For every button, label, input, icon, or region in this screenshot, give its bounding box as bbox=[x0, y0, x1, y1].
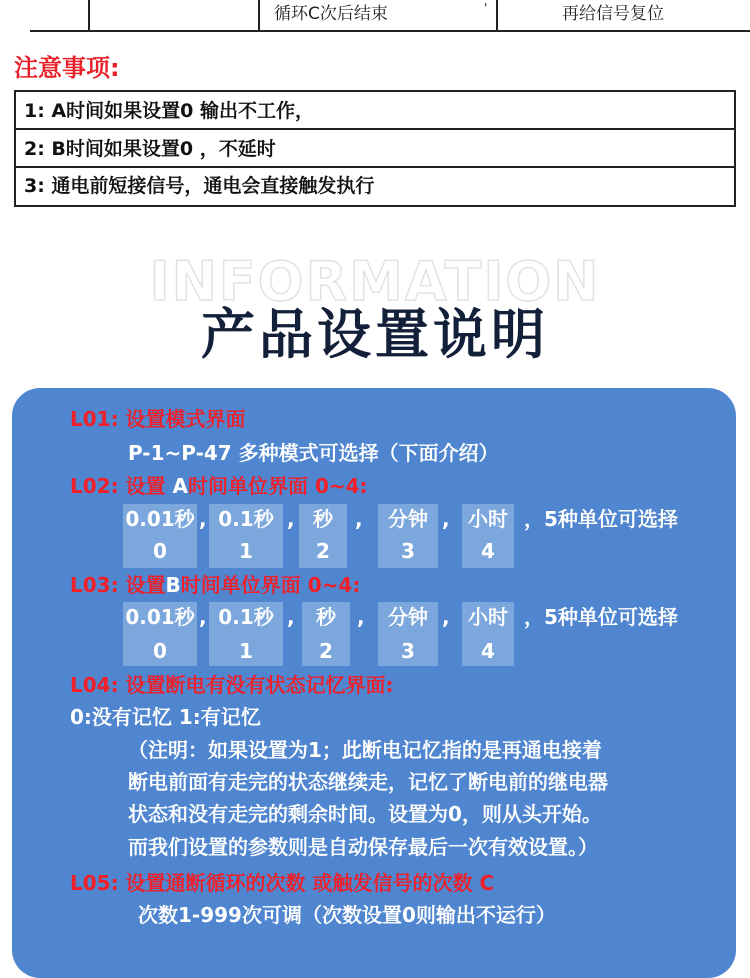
unit-label: 0.01秒 bbox=[125, 507, 195, 531]
l04-note-line: 状态和没有走完的剩余时间。设置为0，则从头开始。 bbox=[128, 802, 602, 826]
note-row: 2: B时间如果设置0 ，不延时 bbox=[16, 130, 734, 168]
l04-heading: L04: 设置断电有没有状态记忆界面: bbox=[70, 673, 394, 697]
separator: , bbox=[357, 605, 365, 629]
separator: , bbox=[199, 507, 207, 531]
watermark-text: INFORMATION bbox=[149, 250, 601, 313]
table-cell-middle: 循环C次后结束 bbox=[274, 4, 388, 24]
separator: , bbox=[287, 507, 295, 531]
separator: , bbox=[355, 507, 363, 531]
notes-table bbox=[14, 90, 736, 207]
unit-label: 分钟 bbox=[388, 507, 428, 531]
section-title: 产品设置说明 bbox=[201, 303, 549, 366]
unit-code: 3 bbox=[401, 539, 415, 563]
unit-label: 小时 bbox=[468, 605, 508, 629]
table-divider bbox=[496, 0, 498, 32]
separator: , bbox=[199, 605, 207, 629]
l03-heading-suffix: 时间单位界面 0~4: bbox=[180, 573, 361, 597]
table-mark: ' bbox=[484, 1, 488, 15]
unit-suffix: ，5种单位可选择 bbox=[524, 605, 678, 629]
unit-code: 1 bbox=[239, 639, 253, 663]
unit-code: 0 bbox=[153, 539, 167, 563]
unit-code: 3 bbox=[401, 639, 415, 663]
table-divider bbox=[258, 0, 260, 32]
l04-note-line: （注明：如果设置为1；此断电记忆指的是再通电接着 bbox=[128, 738, 602, 762]
unit-code: 4 bbox=[481, 639, 495, 663]
unit-label: 0.01秒 bbox=[125, 605, 195, 629]
note-row: 1: A时间如果设置0 输出不工作， bbox=[16, 92, 734, 130]
l03-heading-letter: B bbox=[165, 573, 181, 597]
l04-note-line: 断电前面有走完的状态继续走，记忆了断电前的继电器 bbox=[128, 770, 608, 794]
l01-description: P-1~P-47 多种模式可选择（下面介绍） bbox=[128, 441, 499, 465]
unit-label: 0.1秒 bbox=[218, 605, 274, 629]
unit-code: 0 bbox=[153, 639, 167, 663]
unit-code: 2 bbox=[319, 639, 333, 663]
separator: , bbox=[442, 507, 450, 531]
top-table-fragment bbox=[0, 0, 750, 34]
unit-label: 分钟 bbox=[388, 605, 428, 629]
l05-heading: L05: 设置通断循环的次数 或触发信号的次数 C bbox=[70, 871, 495, 895]
notes-title: 注意事项: bbox=[14, 54, 120, 82]
l02-heading bbox=[70, 473, 368, 499]
l02-heading-prefix: L02: 设置 bbox=[70, 474, 173, 498]
unit-label: 0.1秒 bbox=[218, 507, 274, 531]
l02-heading-suffix: 时间单位界面 0~4: bbox=[187, 474, 368, 498]
l02-heading-letter: A bbox=[172, 474, 188, 498]
unit-code: 4 bbox=[481, 539, 495, 563]
note-row: 3: 通电前短接信号，通电会直接触发执行 bbox=[24, 175, 375, 197]
settings-panel bbox=[12, 388, 736, 978]
unit-code: 2 bbox=[316, 539, 330, 563]
l04-note-line: 而我们设置的参数则是自动保存最后一次有效设置。） bbox=[128, 835, 598, 859]
l03-heading bbox=[70, 572, 360, 598]
unit-code: 1 bbox=[239, 539, 253, 563]
unit-label: 秒 bbox=[316, 605, 336, 629]
table-bottom-border bbox=[30, 30, 750, 32]
unit-suffix: ，5种单位可选择 bbox=[524, 507, 678, 531]
l05-description: 次数1-999次可调（次数设置0则输出不运行） bbox=[138, 903, 556, 927]
l01-heading: L01: 设置模式界面 bbox=[70, 407, 246, 431]
unit-label: 小时 bbox=[468, 507, 508, 531]
separator: , bbox=[442, 605, 450, 629]
l04-options: 0:没有记忆 1:有记忆 bbox=[70, 705, 261, 729]
table-divider bbox=[88, 0, 90, 32]
l03-heading-prefix: L03: 设置 bbox=[70, 573, 166, 597]
table-cell-right: 再给信号复位 bbox=[562, 4, 664, 24]
unit-label: 秒 bbox=[313, 507, 333, 531]
separator: , bbox=[287, 605, 295, 629]
